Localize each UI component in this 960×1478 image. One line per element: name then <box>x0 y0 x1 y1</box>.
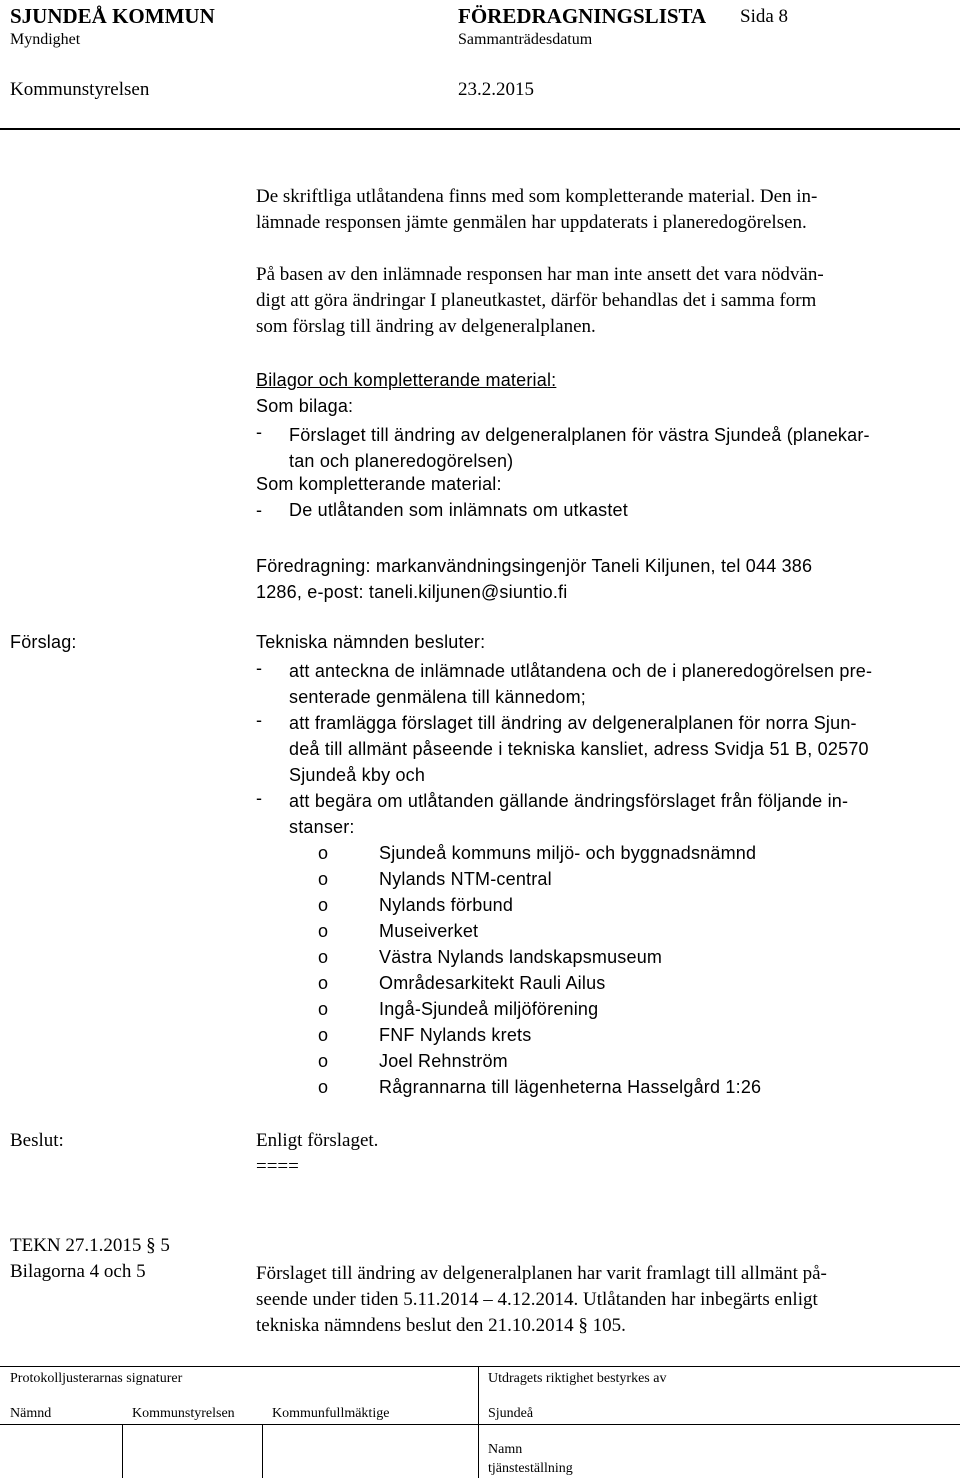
text-line: 1286, e-post: taneli.kiljunen@siuntio.fi <box>256 582 568 602</box>
text-line: som förslag till ändring av delgeneralplanen. <box>256 316 596 337</box>
text-line: Föredragning: markanvändningsingenjör Taneli Kiljunen, tel 044 386 <box>256 556 813 576</box>
decision-text: Enligt förslaget. <box>256 1130 379 1151</box>
signatures-label: Protokolljusterarnas signaturer <box>10 1371 183 1386</box>
bullet: o <box>318 1051 329 1071</box>
list-item-text: Ingå-Sjundeå miljöförening <box>379 999 599 1019</box>
list-item-text: FNF Nylands krets <box>379 1025 532 1045</box>
text-line: stanser: <box>289 817 355 837</box>
as-supplement-label: Som kompletterande material: <box>256 474 502 494</box>
list-item-text: Nylands NTM-central <box>379 869 552 889</box>
meeting-date: 23.2.2015 <box>458 79 534 100</box>
as-attachment-label: Som bilaga: <box>256 396 354 416</box>
bullet: o <box>318 921 329 941</box>
list-item-text: Områdesarkitekt Rauli Ailus <box>379 973 606 993</box>
decision-end-marker: ==== <box>256 1156 299 1177</box>
proposal-item <box>289 788 848 840</box>
bullet: o <box>318 869 329 889</box>
text-line: På basen av den inlämnade responsen har man inte ansett det vara nödvän- <box>256 264 824 285</box>
footer-place: Sjundeå <box>488 1406 534 1421</box>
attachment-dash: - <box>256 422 263 442</box>
list-item-text: Nylands förbund <box>379 895 514 915</box>
attachments-ref: Bilagorna 4 och 5 <box>10 1261 146 1282</box>
proposal-dash: - <box>256 710 263 730</box>
proposal-intro: Tekniska nämnden besluter: <box>256 632 486 652</box>
bullet: o <box>318 1025 329 1045</box>
verified-label: Utdragets riktighet bestyrkes av <box>488 1371 667 1386</box>
footer-sign-box-divider <box>262 1424 263 1478</box>
footer-mid-rule <box>0 1424 960 1425</box>
attachment-item <box>289 422 870 474</box>
text-line: digt att göra ändringar I planeutkastet, därför behandlas det i samma form <box>256 290 817 311</box>
text-line: tan och planeredogörelsen) <box>289 451 514 471</box>
list-item-text: Västra Nylands landskapsmuseum <box>379 947 663 967</box>
proposal-dash: - <box>256 658 263 678</box>
text-line: De skriftliga utlåtandena finns med som kompletterande material. Den in- <box>256 186 818 207</box>
text-line: Förslaget till ändring av delgeneralplanen för västra Sjundeå (planekar- <box>289 425 870 445</box>
page-label: Sida 8 <box>740 6 789 27</box>
text-line: att begära om utlåtanden gällande ändringsförslaget från följande in- <box>289 791 849 811</box>
proposal-label: Förslag: <box>10 632 77 652</box>
date-label: Sammanträdesdatum <box>458 31 593 48</box>
footer-divider-vertical <box>478 1366 479 1478</box>
text-line: seende under tiden 5.11.2014 – 4.12.2014. Utlåtanden har inbegärts enligt <box>256 1289 818 1310</box>
text-line: Sjundeå kby och <box>289 765 426 785</box>
footer-sign-box-divider <box>122 1424 123 1478</box>
footer-col-kommunfullmaktige: Kommunfullmäktige <box>272 1406 390 1421</box>
bullet: o <box>318 843 329 863</box>
text-line: att anteckna de inlämnade utlåtandena och de i planeredogörelsen pre- <box>289 661 873 681</box>
list-item-text: Sjundeå kommuns miljö- och byggnadsnämnd <box>379 843 757 863</box>
presenter-info <box>256 553 812 605</box>
list-item-text: Rågrannarna till lägenheterna Hasselgård 1:26 <box>379 1077 762 1097</box>
footer-name-label: Namn <box>488 1442 523 1457</box>
reference-text <box>256 1261 827 1339</box>
text-line: lämnade responsen jämte genmälen har uppdaterats i planeredogörelsen. <box>256 212 807 233</box>
authority: Kommunstyrelsen <box>10 79 150 100</box>
footer-col-kommunstyrelsen: Kommunstyrelsen <box>132 1406 235 1421</box>
text-line: deå till allmänt påseende i tekniska kansliet, adress Svidja 51 B, 02570 <box>289 739 869 759</box>
decision-label: Beslut: <box>10 1130 64 1151</box>
authority-label: Myndighet <box>10 31 81 48</box>
footer-position-label: tjänsteställning <box>488 1461 573 1476</box>
bullet: o <box>318 1077 329 1097</box>
supplement-item: De utlåtanden som inlämnats om utkastet <box>289 500 628 520</box>
list-item-text: Museiverket <box>379 921 479 941</box>
footer-col-namnd: Nämnd <box>10 1406 52 1421</box>
attachments-heading: Bilagor och kompletterande material: <box>256 370 557 390</box>
proposal-dash: - <box>256 788 263 808</box>
header-divider <box>0 128 960 130</box>
paragraph-basis <box>256 262 824 340</box>
proposal-item <box>289 710 869 788</box>
proposal-item <box>289 658 872 710</box>
footer-top-rule <box>0 1366 960 1367</box>
paragraph-responses <box>256 184 817 236</box>
bullet: o <box>318 895 329 915</box>
text-line: att framlägga förslaget till ändring av delgeneralplanen för norra Sjun- <box>289 713 857 733</box>
text-line: tekniska nämndens beslut den 21.10.2014 § 105. <box>256 1315 626 1336</box>
text-line: senterade genmälena till kännedom; <box>289 687 586 707</box>
bullet: o <box>318 999 329 1019</box>
bullet: o <box>318 973 329 993</box>
org-name: SJUNDEÅ KOMMUN <box>10 4 215 28</box>
text-line: Förslaget till ändring av delgeneralplanen har varit framlagt till allmänt på- <box>256 1263 827 1284</box>
bullet: o <box>318 947 329 967</box>
list-item-text: Joel Rehnström <box>379 1051 508 1071</box>
supplement-dash: - <box>256 500 263 520</box>
document-title: FÖREDRAGNINGSLISTA <box>458 4 707 28</box>
previous-handling: TEKN 27.1.2015 § 5 <box>10 1235 170 1256</box>
